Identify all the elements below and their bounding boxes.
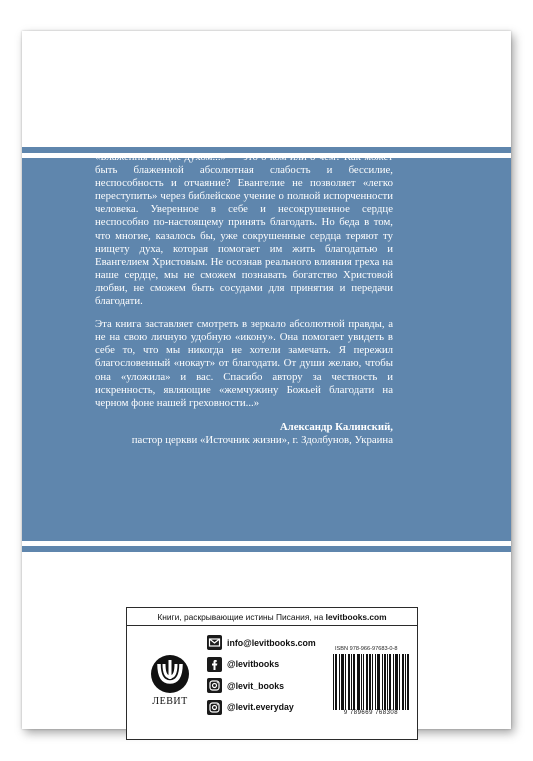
contact-instagram-everyday[interactable]	[207, 697, 327, 719]
barcode-bar	[361, 654, 362, 710]
barcode-bar	[375, 654, 376, 710]
barcode-bar	[408, 654, 409, 710]
contact-instagram-books[interactable]	[207, 675, 327, 697]
barcode-bar	[357, 654, 358, 710]
instagram-icon	[207, 700, 222, 715]
barcode-bar	[372, 654, 373, 710]
barcode-digits: 9 789669 768308	[343, 710, 399, 716]
email-icon	[207, 635, 222, 650]
barcode-bar	[351, 654, 352, 710]
bottom-divider-band	[22, 546, 511, 552]
barcode-bar	[405, 654, 406, 710]
barcode-bar	[369, 654, 370, 710]
tagline-site-link[interactable]: levitbooks.com	[325, 612, 387, 622]
barcode-bar	[378, 654, 379, 710]
barcode-bar	[366, 654, 367, 710]
contact-facebook[interactable]	[207, 654, 327, 676]
barcode-bar	[387, 654, 388, 710]
levit-logo	[141, 652, 199, 714]
barcode-bar	[389, 654, 390, 710]
publisher-info-box	[126, 607, 418, 740]
barcode-bar	[349, 654, 350, 710]
barcode-bar	[354, 654, 355, 710]
contact-email[interactable]	[207, 632, 327, 654]
logo-wordmark: ЛЕВИТ	[152, 696, 188, 707]
isbn-label: ISBN 978-966-97683-0-8	[335, 646, 398, 652]
contact-label: info@levitbooks.com	[227, 637, 316, 648]
barcode-bar	[367, 654, 368, 710]
instagram-icon	[207, 678, 222, 693]
barcode-bar	[339, 654, 340, 710]
barcode-bar	[390, 654, 391, 710]
levit-logo-icon	[141, 652, 199, 694]
barcode-bar	[363, 654, 364, 710]
barcode-bar	[379, 654, 380, 710]
author-name: Александр Калинский,	[279, 420, 393, 433]
barcode-bar	[359, 654, 360, 710]
barcode-bar	[396, 654, 397, 710]
barcode	[333, 654, 409, 710]
barcode-bar	[382, 654, 383, 710]
barcode-bar	[343, 654, 344, 710]
blurb-paragraph-2: Эта книга заставляет смотреть в зеркало абсолютной правды, а не на свою личную удобную «икону». Она помогает увидеть в себе то, что мы никогда не хотели замечать. Я пережил благословенный «нокаут» от благодати. От души желаю, чтобы она «уложила» и вас. Спасибо автору за честность и искренность, являющие «жемчужину Божьей благодати на черном фоне нашей греховности...»	[95, 318, 393, 409]
contact-label: @levit_books	[227, 680, 284, 691]
barcode-bar	[341, 654, 342, 710]
barcode-bar	[336, 654, 337, 710]
barcode-bar	[397, 654, 398, 710]
contact-label: @levit.everyday	[227, 702, 294, 713]
contact-list	[207, 632, 327, 718]
barcode-bar	[353, 654, 354, 710]
blurb-text	[95, 151, 393, 447]
barcode-bar	[393, 654, 394, 710]
publisher-tagline	[127, 608, 417, 626]
barcode-bar	[377, 654, 378, 710]
barcode-bar	[345, 654, 346, 710]
barcode-bar	[402, 654, 403, 710]
contact-label: @levitbooks	[227, 659, 280, 670]
facebook-icon	[207, 657, 222, 672]
barcode-bar	[403, 654, 404, 710]
barcode-bar	[333, 654, 334, 710]
barcode-bar	[370, 654, 371, 710]
tagline-text: Книги, раскрывающие истины Писания, на	[157, 612, 326, 622]
barcode-bar	[342, 654, 343, 710]
barcode-bar	[399, 654, 400, 710]
barcode-bar	[407, 654, 408, 710]
barcode-bar	[358, 654, 359, 710]
barcode-bar	[335, 654, 336, 710]
barcode-bar	[395, 654, 396, 710]
author-role: пастор церкви «Источник жизни», г. Здолбунов, Украина	[131, 433, 393, 446]
barcode-bar	[385, 654, 386, 710]
barcode-bar	[384, 654, 385, 710]
barcode-bar	[348, 654, 349, 710]
blurb-paragraph-1: «Блаженны нищие духом...» — это о ком или о чем? Как может быть блаженной абсолютная слабость и бессилие, неспособность и отчаяние? Евангелие не позволяет «легко переступить» через библейское учение о полной испорченности человека. Уверенное в себе и несокрушенное сердце неспособно по-настоящему принять благодать. Но беда в том, что многие, казалось бы, уже сокрушенные сердца теряют ту нищету духа, которая помогает им жить благодатью и Евангелием Христовым. Не осознав реального влияния греха на наше сердце, мы не сможем познавать богатство Христовой любви, не сможем быть сосудами для принятия и передачи благодати.	[95, 151, 393, 308]
